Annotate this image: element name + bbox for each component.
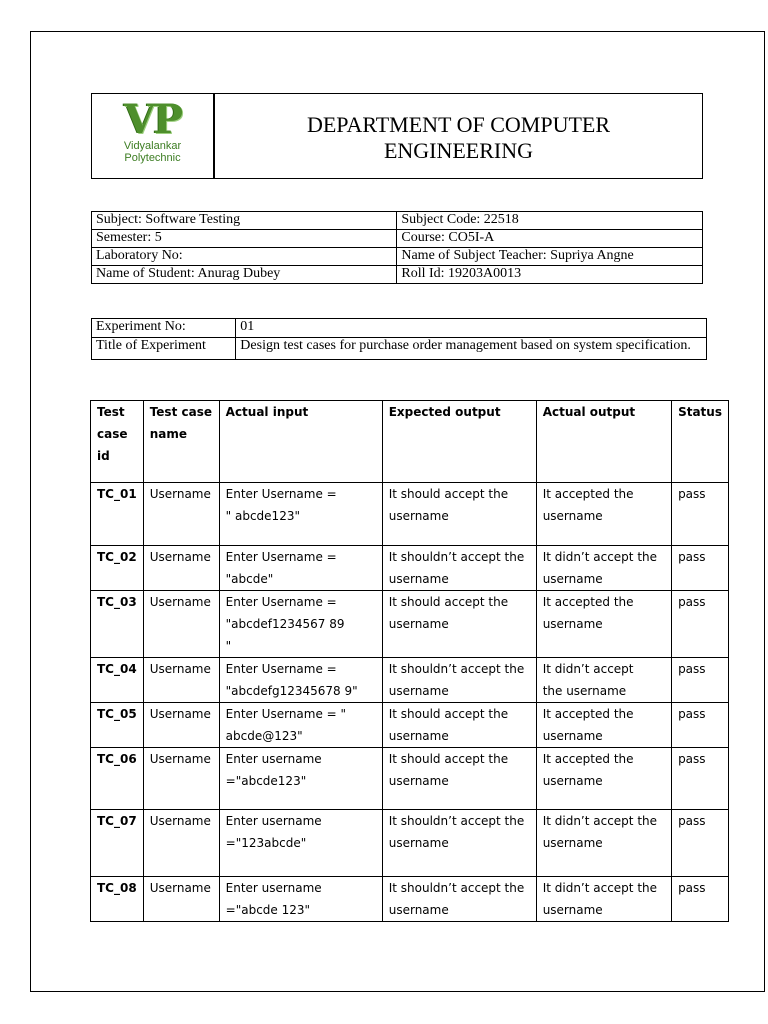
test-case-id-cell: TC_02 <box>91 546 144 591</box>
table-row <box>92 266 703 284</box>
cell-line: username <box>388 774 449 788</box>
cell-line: " abcde123" <box>225 509 300 523</box>
cell-line: Enter username <box>225 752 322 766</box>
expected-output-cell <box>382 877 536 922</box>
semester-cell: Semester: 5 <box>92 230 397 248</box>
logo-mark: VP <box>123 96 182 143</box>
cell-line: It accepted the <box>542 487 634 501</box>
cell-line: ="123abcde" <box>225 836 307 850</box>
cell-line: username <box>542 509 603 523</box>
actual-input-cell <box>219 748 382 810</box>
header-line: name <box>149 427 187 441</box>
table-row <box>92 338 707 360</box>
test-case-id-cell: TC_05 <box>91 703 144 748</box>
cell-line: Enter Username = " <box>225 707 347 721</box>
cell-line: ="abcde123" <box>225 774 307 788</box>
test-case-name-cell: Username <box>143 748 219 810</box>
table-header-row <box>91 401 729 483</box>
table-row <box>91 703 729 748</box>
table-row <box>92 248 703 266</box>
expected-output-cell <box>382 748 536 810</box>
actual-output-cell <box>536 748 671 810</box>
test-case-name-cell: Username <box>143 546 219 591</box>
header-test-case-name <box>143 401 219 483</box>
status-cell: pass <box>672 483 729 546</box>
cell-line: username <box>388 903 449 917</box>
actual-output-cell <box>536 658 671 703</box>
cell-line: It shouldn’t accept the <box>388 550 525 564</box>
test-case-name-cell: Username <box>143 658 219 703</box>
status-cell: pass <box>672 703 729 748</box>
department-title-line-2: ENGINEERING <box>383 138 534 163</box>
actual-output-cell <box>536 877 671 922</box>
table-row <box>91 546 729 591</box>
expected-output-cell <box>382 546 536 591</box>
cell-line: username <box>388 729 449 743</box>
test-case-name-cell: Username <box>143 810 219 877</box>
table-row <box>92 230 703 248</box>
actual-output-cell <box>536 546 671 591</box>
subject-info-table <box>91 211 703 284</box>
expected-output-cell <box>382 658 536 703</box>
cell-line: "abcdefg12345678 9" <box>225 684 358 698</box>
table-row <box>91 877 729 922</box>
logo-line-1: Vidyalankar <box>123 140 182 152</box>
table-row <box>91 483 729 546</box>
cell-line: username <box>542 836 603 850</box>
cell-line: It accepted the <box>542 595 634 609</box>
student-name-cell: Name of Student: Anurag Dubey <box>92 266 397 284</box>
table-row <box>92 212 703 230</box>
table-row <box>91 810 729 877</box>
actual-input-cell <box>219 703 382 748</box>
cell-line: Enter username <box>225 881 322 895</box>
cell-line: Enter username <box>225 814 322 828</box>
header-status <box>672 401 729 483</box>
department-title <box>215 94 702 178</box>
test-case-name-cell: Username <box>143 591 219 658</box>
table-row <box>91 591 729 658</box>
actual-input-cell <box>219 658 382 703</box>
header-actual-input <box>219 401 382 483</box>
cell-line: It didn’t accept the <box>542 550 658 564</box>
cell-line: " <box>225 639 232 653</box>
cell-line: It shouldn’t accept the <box>388 662 525 676</box>
actual-input-cell <box>219 591 382 658</box>
header-line: Expected output <box>388 405 501 419</box>
test-case-name-cell: Username <box>143 703 219 748</box>
test-case-id-cell: TC_08 <box>91 877 144 922</box>
header-line: Test <box>97 405 125 419</box>
logo-line-2: Polytechnic <box>124 152 181 164</box>
cell-line: It didn’t accept <box>542 662 634 676</box>
actual-input-cell <box>219 483 382 546</box>
actual-input-cell <box>219 810 382 877</box>
cell-line: username <box>542 903 603 917</box>
course-cell: Course: CO5I-A <box>397 230 703 248</box>
header-line: case <box>97 427 128 441</box>
actual-input-cell <box>219 546 382 591</box>
cell-line: "abcdef1234567 89 <box>225 617 345 631</box>
status-cell: pass <box>672 546 729 591</box>
cell-line: username <box>542 617 603 631</box>
test-case-name-cell: Username <box>143 483 219 546</box>
cell-line: Enter Username = <box>225 595 337 609</box>
document-header <box>91 93 703 179</box>
expected-output-cell <box>382 703 536 748</box>
cell-line: It accepted the <box>542 752 634 766</box>
cell-line: It shouldn’t accept the <box>388 814 525 828</box>
experiment-no-value: 01 <box>236 319 707 338</box>
cell-line: ="abcde 123" <box>225 903 311 917</box>
cell-line: "abcde" <box>225 572 274 586</box>
test-case-id-cell: TC_07 <box>91 810 144 877</box>
department-title-line-1: DEPARTMENT OF COMPUTER <box>306 112 611 137</box>
header-line: Test case <box>149 405 212 419</box>
subject-cell: Subject: Software Testing <box>92 212 397 230</box>
header-line: Status <box>678 405 722 419</box>
cell-line: It shouldn’t accept the <box>388 881 525 895</box>
cell-line: username <box>388 617 449 631</box>
header-test-case-id <box>91 401 144 483</box>
subject-code-cell: Subject Code: 22518 <box>397 212 703 230</box>
actual-output-cell <box>536 810 671 877</box>
cell-line: the username <box>542 684 627 698</box>
status-cell: pass <box>672 810 729 877</box>
status-cell: pass <box>672 748 729 810</box>
expected-output-cell <box>382 591 536 658</box>
actual-output-cell <box>536 703 671 748</box>
test-case-table <box>90 400 729 922</box>
cell-line: It should accept the <box>388 752 509 766</box>
cell-line: abcde@123" <box>225 729 303 743</box>
cell-line: It should accept the <box>388 487 509 501</box>
cell-line: username <box>542 729 603 743</box>
cell-line: It didn’t accept the <box>542 881 658 895</box>
table-row <box>91 748 729 810</box>
actual-input-cell <box>219 877 382 922</box>
cell-line: It should accept the <box>388 595 509 609</box>
status-cell: pass <box>672 877 729 922</box>
cell-line: username <box>542 774 603 788</box>
subject-teacher-cell: Name of Subject Teacher: Supriya Angne <box>397 248 703 266</box>
cell-line: username <box>542 572 603 586</box>
cell-line: It accepted the <box>542 707 634 721</box>
cell-line: Enter Username = <box>225 487 337 501</box>
cell-line: Enter Username = <box>225 550 337 564</box>
table-row <box>91 658 729 703</box>
experiment-no-label: Experiment No: <box>92 319 236 338</box>
actual-output-cell <box>536 483 671 546</box>
experiment-title-label: Title of Experiment <box>92 338 236 360</box>
experiment-table <box>91 318 707 360</box>
cell-line: username <box>388 684 449 698</box>
cell-line: Enter Username = <box>225 662 337 676</box>
expected-output-cell <box>382 810 536 877</box>
status-cell: pass <box>672 658 729 703</box>
header-line: Actual output <box>542 405 636 419</box>
cell-line: username <box>388 836 449 850</box>
header-actual-output <box>536 401 671 483</box>
experiment-title-value: Design test cases for purchase order management based on system specification. <box>236 338 707 360</box>
header-line: Actual input <box>225 405 309 419</box>
test-case-id-cell: TC_06 <box>91 748 144 810</box>
cell-line: It should accept the <box>388 707 509 721</box>
expected-output-cell <box>382 483 536 546</box>
institute-logo <box>92 94 215 178</box>
roll-id-cell: Roll Id: 19203A0013 <box>397 266 703 284</box>
status-cell: pass <box>672 591 729 658</box>
table-row <box>92 319 707 338</box>
test-case-id-cell: TC_03 <box>91 591 144 658</box>
test-case-id-cell: TC_01 <box>91 483 144 546</box>
laboratory-no-cell: Laboratory No: <box>92 248 397 266</box>
test-case-name-cell: Username <box>143 877 219 922</box>
actual-output-cell <box>536 591 671 658</box>
header-line: id <box>97 449 110 463</box>
cell-line: username <box>388 572 449 586</box>
test-case-id-cell: TC_04 <box>91 658 144 703</box>
header-expected-output <box>382 401 536 483</box>
cell-line: username <box>388 509 449 523</box>
cell-line: It didn’t accept the <box>542 814 658 828</box>
